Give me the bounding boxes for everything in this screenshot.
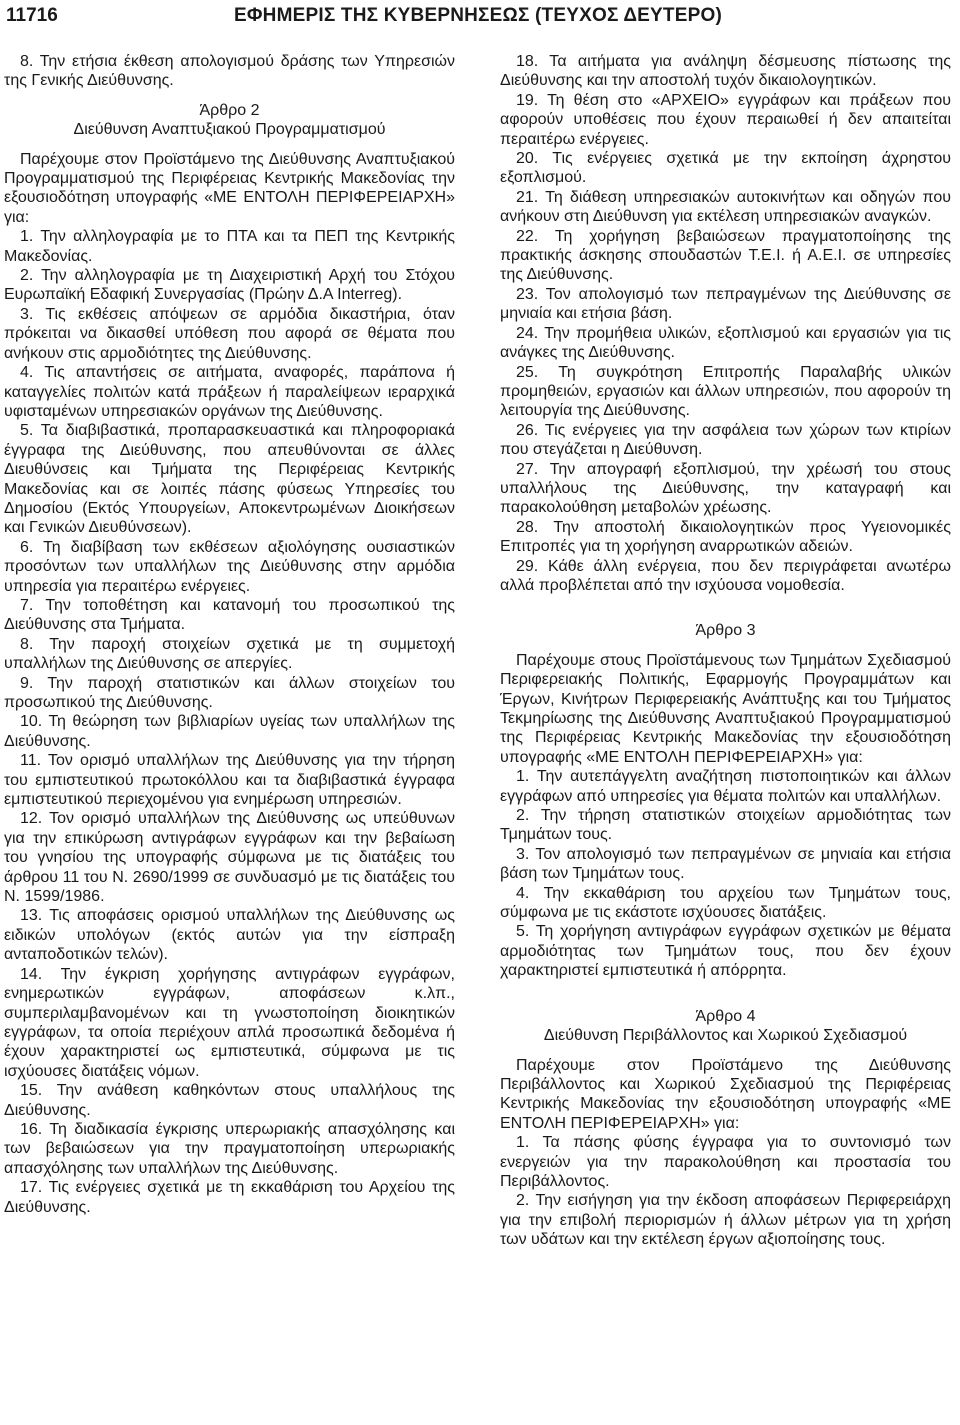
list-item: 14. Την έγκριση χορήγησης αντιγράφων εγγράφων, ενημερωτικών εγγράφων, αποφάσεων κ.λπ., συμπεριλαμβανομένων και τη γνωστοποίηση διοικητικών εγγράφων, τα οποία περιέχουν απλά προσωπικά δεδομένα ή έχουν χαρακτηριστεί ως εμπιστευτικά, σύμφωνα με τις ισχύουσες διατάξεις νόμων. <box>4 965 455 1080</box>
list-item: 2. Την αλληλογραφία με τη Διαχειριστική Αρχή του Στόχου Ευρωπαϊκή Εδαφική Συνεργασίας (Πρώην Δ.Α Interreg). <box>4 267 455 304</box>
list-item: 11. Τον ορισμό υπαλλήλων της Διεύθυνσης για την τήρηση του εμπιστευτικού πρωτοκόλλου και τα διαβιβαστικά έγγραφα εμπιστευτικού περιεχομένου για ενημέρωση υπηρεσιών. <box>4 752 455 809</box>
list-item: 21. Τη διάθεση υπηρεσιακών αυτοκινήτων και οδηγών που ανήκουν στη Διεύθυνση για εκτέλεση υπηρεσιακών αναγκών. <box>500 188 951 226</box>
list-item: 5. Τα διαβιβαστικά, προπαρασκευαστικά και πληροφοριακά έγγραφα της Διεύθυνσης, που απευθύνονται σε άλλες Διευθύνσεις και Τμήματα της Περιφέρειας Κεντρικής Μακεδονίας και σε λοιπές πάσης φύσεως Υπηρεσίες του Δημοσίου (Εκτός Υπουργείων, Αποκεντρωμένων Διοικήσεων και Γενικών Διευθύνσεων). <box>4 422 455 537</box>
list-item: 4. Την εκκαθάριση του αρχείου των Τμημάτων τους, σύμφωνα με τις εκάστοτε ισχύουσες διατάξεις. <box>500 884 951 922</box>
list-item: 6. Τη διαβίβαση των εκθέσεων αξιολόγησης ουσιαστικών προσόντων των υπαλλήλων της Διεύθυνσης στην αρμόδια υπηρεσία για περαιτέρω ενέργειες. <box>4 538 455 595</box>
list-item: 25. Τη συγκρότηση Επιτροπής Παραλαβής υλικών προμηθειών, εργασιών και άλλων υπηρεσιών, που αφορούν τη λειτουργία της Διεύθυνσης. <box>500 363 951 420</box>
list-item: 29. Κάθε άλλη ενέργεια, που δεν περιγράφεται ανωτέρω αλλά προβλέπεται από την ισχύουσα νομοθεσία. <box>500 557 951 594</box>
list-item: 13. Τις αποφάσεις ορισμού υπαλλήλων της Διεύθυνσης ως ειδικών υπολόγων (εκτός αυτών για την είσπραξη ανταποδοτικών τελών). <box>4 907 455 964</box>
list-item: 5. Τη χορήγηση αντιγράφων εγγράφων σχετικών με θέματα αρμοδιότητας των Τμημάτων τους, που δεν έχουν χαρακτηριστεί εμπιστευτικά ή απόρρητα. <box>500 923 951 980</box>
list-item: 23. Τον απολογισμό των πεπραγμένων της Διεύθυνσης σε μηνιαία και ετήσια βάση. <box>500 285 951 323</box>
list-item: 28. Την αποστολή δικαιολογητικών προς Υγειονομικές Επιτροπές για τη χορήγηση αναρρωτικών αδειών. <box>500 518 951 556</box>
list-item: 4. Τις απαντήσεις σε αιτήματα, αναφορές, παράπονα ή καταγγελίες πολιτών κατά πράξεων ή παραλείψεων ιεραρχικά υφισταμένων υπηρεσιακών οργάνων της Διεύθυνσης. <box>4 364 455 420</box>
list-item: 1. Την αλληλογραφία με το ΠΤΑ και τα ΠΕΠ της Κεντρικής Μακεδονίας. <box>4 228 455 265</box>
list-item: 17. Τις ενέργειες σχετικά με τη εκκαθάριση του Αρχείου της Διεύθυνσης. <box>4 1179 455 1216</box>
list-item: 7. Την τοποθέτηση και κατανομή του προσωπικού της Διεύθυνσης στα Τμήματα. <box>4 596 455 634</box>
list-item: 15. Την ανάθεση καθηκόντων στους υπαλλήλους της Διεύθυνσης. <box>4 1082 455 1119</box>
paragraph: Παρέχουμε στον Προϊστάμενο της Διεύθυνσης Αναπτυξιακού Προγραμματισμού της Περιφέρειας Κεντρικής Μακεδονίας την εξουσιοδότηση υπογραφής «ΜΕ ΕΝΤΟΛΗ ΠΕΡΙΦΕΡΕΙΑΡΧΗ» για: <box>4 150 455 226</box>
page-number: 11716 <box>6 5 58 26</box>
right-column <box>500 52 951 1250</box>
left-column <box>4 52 455 1217</box>
list-item: 12. Τον ορισμό υπαλλήλων της Διεύθυνσης ως υπεύθυνων για την επικύρωση αντιγράφων εγγράφων και την βεβαίωση του γνησίου της υπογραφής σύμφωνα με τις διατάξεις του άρθρου 11 του Ν. 2690/1999 σε συνδυασμό με τις διατάξεις του Ν. 1599/1986. <box>4 810 455 906</box>
list-item: 2. Την εισήγηση για την έκδοση αποφάσεων Περιφερειάρχη για την επιβολή περιορισμών ή άλλων μέτρων για τη χρήση των υδάτων και την εκτέλεση έργων αξιοποίησης τους. <box>500 1192 951 1249</box>
list-item: 16. Τη διαδικασία έγκρισης υπερωριακής απασχόλησης και των βεβαιώσεων για την πραγματοποίηση υπερωριακής απασχόλησης των υπαλλήλων της Διεύθυνσης. <box>4 1120 455 1177</box>
list-item: 2. Την τήρηση στατιστικών στοιχείων αρμοδιότητας των Τμημάτων τους. <box>500 807 951 844</box>
list-item: 27. Την απογραφή εξοπλισμού, την χρέωσή του στους υπαλλήλους της Διεύθυνσης, την καταγραφή και παρακολούθηση μεταβολών χρέωσης. <box>500 460 951 517</box>
list-item: 3. Τις εκθέσεις απόψεων σε αρμόδια δικαστήρια, όταν πρόκειται να δικασθεί υπόθεση που αφορά σε θέματα που ανήκουν στις αρμοδιότητες της Διεύθυνσης. <box>4 305 455 362</box>
page-header <box>0 0 960 40</box>
list-item: 26. Τις ενέργειες για την ασφάλεια των χώρων των κτιρίων που στεγάζεται η Διεύθυνση. <box>500 421 951 459</box>
list-item: 8. Την παροχή στοιχείων σχετικά με τη συμμετοχή υπαλλήλων της Διεύθυνσης σε απεργίες. <box>4 635 455 673</box>
list-item: 24. Την προμήθεια υλικών, εξοπλισμού και εργασιών για τις ανάγκες της Διεύθυνσης. <box>500 324 951 362</box>
journal-title: ΕΦΗΜΕΡΙΣ ΤΗΣ ΚΥΒΕΡΝΗΣΕΩΣ (ΤΕΥΧΟΣ ΔΕΥΤΕΡΟ) <box>234 5 722 26</box>
article-heading: Άρθρο 2 <box>199 101 260 119</box>
list-item: 20. Τις ενέργειες σχετικά με την εκποίηση άχρηστου εξοπλισμού. <box>500 150 951 187</box>
paragraph: Παρέχουμε στον Προϊστάμενο της Διεύθυνσης Περιβάλλοντος και Χωρικού Σχεδιασμού της Περιφέρειας Κεντρικής Μακεδονίας την εξουσιοδότηση υπογραφής «ΜΕ ΕΝΤΟΛΗ ΠΕΡΙΦΕΡΕΙΑΡΧΗ» για: <box>500 1056 951 1132</box>
list-item: 9. Την παροχή στατιστικών και άλλων στοιχείων του προσωπικού της Διεύθυνσης. <box>4 674 455 711</box>
list-item: 3. Τον απολογισμό των πεπραγμένων σε μηνιαία και ετήσια βάση των Τμημάτων τους. <box>500 845 951 883</box>
paragraph: Παρέχουμε στους Προϊστάμενους των Τμημάτων Σχεδιασμού Περιφερειακής Πολιτικής, Εφαρμογής Προγραμμάτων και Έργων, Κινήτρων Περιφερειακής Ανάπτυξης και του Τμήματος Τεκμηρίωσης της Διεύθυνσης Αναπτυξιακού Προγραμματισμού της Περιφέρειας Κεντρικής Μακεδονίας την εξουσιοδότηση υπογραφής «ΜΕ ΕΝΤΟΛΗ ΠΕΡΙΦΕΡΕΙΑΡΧΗ» για: <box>500 651 951 766</box>
list-item: 19. Τη θέση στο «ΑΡΧΕΙΟ» εγγράφων και πράξεων που αφορούν υποθέσεις που έχουν περαιωθεί ή δεν απαιτείται περαιτέρω ενέργειες. <box>500 91 951 148</box>
section-title: Διεύθυνση Περιβάλλοντος και Χωρικού Σχεδιασμού <box>543 1027 908 1045</box>
section-title: Διεύθυνση Αναπτυξιακού Προγραμματισμού <box>73 121 386 139</box>
paragraph: 8. Την ετήσια έκθεση απολογισμού δράσης των Υπηρεσιών της Γενικής Διεύθυνσης. <box>4 53 455 90</box>
article-heading: Άρθρο 3 <box>695 622 756 640</box>
list-item: 22. Τη χορήγηση βεβαιώσεων πραγματοποίησης της πρακτικής άσκησης σπουδαστών Τ.Ε.Ι. ή Α.Ε.Ι. σε υπηρεσίες της Διεύθυνσης. <box>500 227 951 284</box>
list-item: 1. Τα πάσης φύσης έγγραφα για το συντονισμό των ενεργειών για την παρακολούθηση και προστασία του Περιβάλλοντος. <box>500 1134 951 1190</box>
list-item: 1. Την αυτεπάγγελτη αναζήτηση πιστοποιητικών και άλλων εγγράφων από υπηρεσίες για θέματα πολιτών και υπαλλήλων. <box>500 768 951 805</box>
list-item: 10. Τη θεώρηση των βιβλιαρίων υγείας των υπαλλήλων της Διεύθυνσης. <box>4 713 455 750</box>
list-item: 18. Τα αιτήματα για ανάληψη δέσμευσης πίστωσης της Διεύθυνσης και την αποστολή τυχόν δικαιολογητικών. <box>500 53 951 90</box>
article-heading: Άρθρο 4 <box>695 1007 756 1025</box>
